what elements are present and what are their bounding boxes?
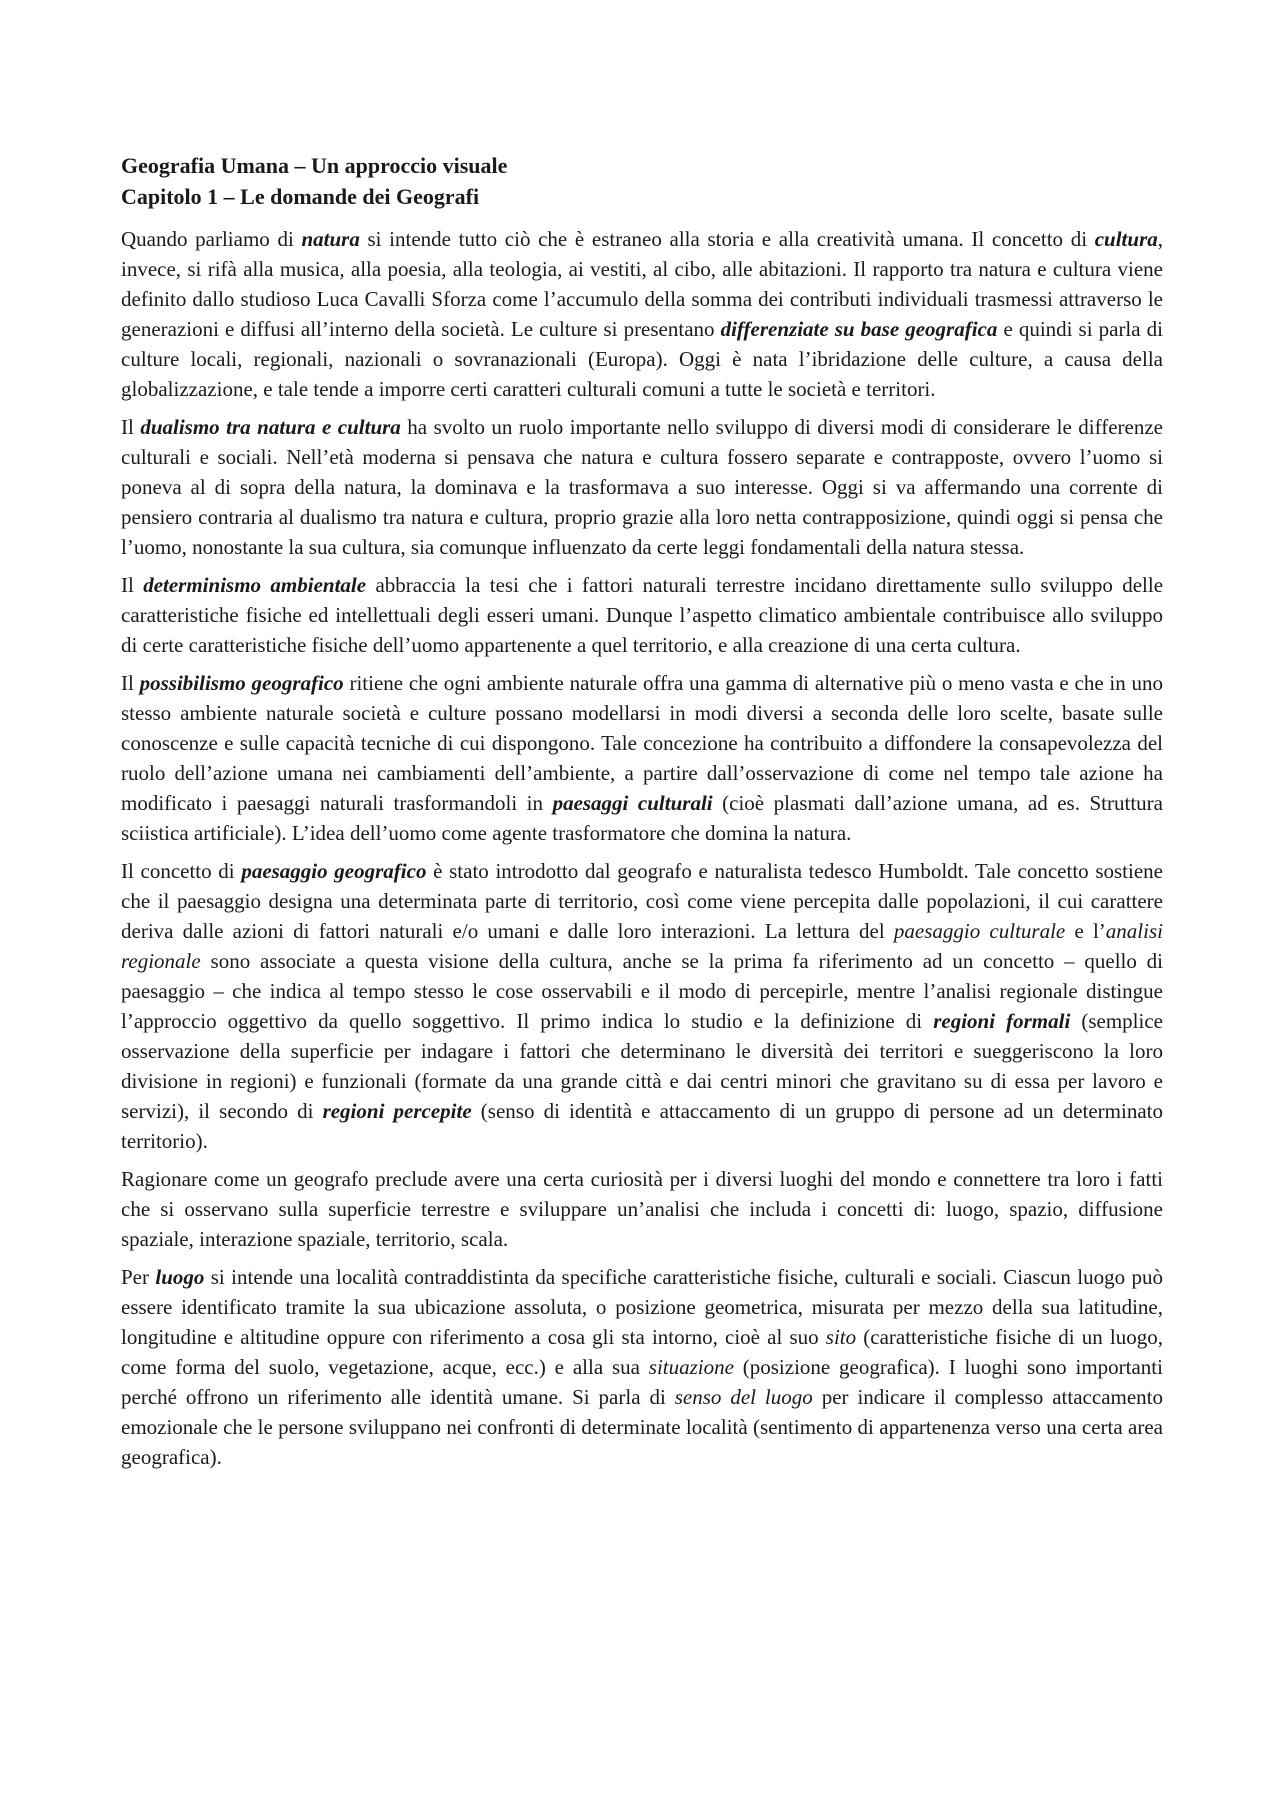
key-term: regioni formali: [933, 1009, 1071, 1033]
text-run: ritiene che ogni ambiente naturale offra una gamma di alternative più o meno vasta e che in uno stesso ambiente naturale società e culture possano modellarsi in modi diversi a seconda delle loro scelte, basate sulle conoscenze e sulle capacità tecniche di cui dispongono. Tale concezione ha contribuito a diffondere la consapevolezza del ruolo dell’azione umana nei cambiamenti dell’ambiente, a partire dall’osservazione di come nel tempo tale azione ha modificato i paesaggi naturali trasformandoli in: [121, 671, 1163, 815]
text-run: Il: [121, 415, 141, 439]
document-page: [121, 150, 1163, 1480]
key-term: natura: [301, 227, 360, 251]
text-run: (semplice osservazione della superficie per indagare i fattori che determinano le diversità dei territori e sueggeriscono la loro divisione in regioni) e funzionali (formate da una grande città e dai centri minori che gravitano su di essa per lavoro e servizi), il secondo di: [121, 1009, 1163, 1123]
text-run: Ragionare come un geografo preclude avere una certa curiosità per i diversi luoghi del mondo e connettere tra loro i fatti che si osservano sulla superficie terrestre e sviluppare un’analisi che includa i concetti di: luogo, spazio, diffusione spaziale, interazione spaziale, territorio, scala.: [121, 1167, 1163, 1251]
book-title: Geografia Umana – Un approccio visuale: [121, 153, 508, 178]
italic-term: situazione: [648, 1355, 734, 1379]
key-term: luogo: [155, 1265, 205, 1289]
key-term: paesaggi culturali: [552, 791, 713, 815]
key-term: dualismo tra natura e cultura: [140, 415, 401, 439]
text-run: per indicare il complesso attaccamento emozionale che le persone sviluppano nei confronti di determinate località (sentimento di appartenenza verso una certa area geografica).: [121, 1385, 1163, 1469]
text-run: (posizione geografica). I luoghi sono importanti perché offrono un riferimento alle identità umane. Si parla di: [121, 1355, 1163, 1409]
text-run: si intende una località contraddistinta da specifiche caratteristiche fisiche, culturali e sociali. Ciascun luogo può essere identificato tramite la sua ubicazione assoluta, o posizione geometrica, misurata per mezzo della sua latitudine, longitudine e altitudine oppure con riferimento a cosa gli sta intorno, cioè al suo: [121, 1265, 1163, 1349]
body-text: [121, 224, 1163, 1472]
paragraph: [121, 1164, 1163, 1254]
paragraph: [121, 668, 1163, 848]
text-run: sono associate a questa visione della cultura, anche se la prima fa riferimento ad un concetto – quello di paesaggio – che indica al tempo stesso le cose osservabili e il modo di percepirle, mentre l’analisi regionale distingue l’approccio oggettivo da quello soggettivo. Il primo indica lo studio e la definizione di: [121, 949, 1163, 1033]
italic-term: paesaggio culturale: [893, 919, 1066, 943]
key-term: possibilismo geografico: [139, 671, 344, 695]
text-run: , invece, si rifà alla musica, alla poesia, alla teologia, ai vestiti, al cibo, alle abitazioni. Il rapporto tra natura e cultura viene definito dallo studioso Luca Cavalli Sforza come l’accumulo della somma dei contributi individuali trasmessi attraverso le generazioni e diffusi all’interno della società. Le culture si presentano: [121, 227, 1163, 341]
text-run: Per: [121, 1265, 156, 1289]
paragraph: [121, 224, 1163, 404]
paragraph: [121, 856, 1163, 1156]
italic-term: sito: [825, 1325, 857, 1349]
paragraph: [121, 412, 1163, 562]
paragraph: [121, 570, 1163, 660]
text-run: Il concetto di: [121, 859, 242, 883]
text-run: abbraccia la tesi che i fattori naturali terrestre incidano direttamente sullo sviluppo delle caratteristiche fisiche ed intellettuali degli esseri umani. Dunque l’aspetto climatico ambientale contribuisce allo sviluppo di certe caratteristiche fisiche dell’uomo appartenente a quel territorio, e alla creazione di una certa cultura.: [121, 573, 1164, 657]
key-term: paesaggio geografico: [241, 859, 427, 883]
text-run: ha svolto un ruolo importante nello sviluppo di diversi modi di considerare le differenze culturali e sociali. Nell’età moderna si pensava che natura e cultura fossero separate e contrapposte, ovvero l’uomo si poneva al di sopra della natura, la dominava e la trasformava a suo interesse. Oggi si va affermando una corrente di pensiero contraria al dualismo tra natura e cultura, proprio grazie alla loro netta contrapposizione, quindi oggi si pensa che l’uomo, nonostante la sua cultura, sia comunque influenzato da certe leggi fondamentali della natura stessa.: [121, 415, 1163, 559]
text-run: e l’: [1065, 919, 1106, 943]
paragraph: [121, 1262, 1163, 1472]
text-run: (caratteristiche fisiche di un luogo, come forma del suolo, vegetazione, acque, ecc.) e alla sua: [121, 1325, 1163, 1379]
text-run: è stato introdotto dal geografo e naturalista tedesco Humboldt. Tale concetto sostiene che il paesaggio designa una determinata parte di territorio, così come viene percepita dalle popolazioni, il cui carattere deriva dalle azioni di fattori naturali e/o umani e dalle loro interazioni. La lettura del: [121, 859, 1163, 943]
text-run: Quando parliamo di: [121, 227, 302, 251]
key-term: differenziate su base geografica: [720, 317, 998, 341]
italic-term: senso del luogo: [674, 1385, 813, 1409]
text-run: (senso di identità e attaccamento di un gruppo di persone ad un determinato territorio).: [121, 1099, 1164, 1153]
key-term: regioni percepite: [322, 1099, 472, 1123]
chapter-title: Capitolo 1 – Le domande dei Geografi: [121, 184, 480, 209]
key-term: cultura: [1094, 227, 1158, 251]
text-run: Il: [121, 573, 144, 597]
italic-term: analisi regionale: [121, 919, 1163, 973]
key-term: determinismo ambientale: [143, 573, 367, 597]
text-run: (cioè plasmati dall’azione umana, ad es. Struttura sciistica artificiale). L’idea dell’uomo come agente trasformatore che domina la natura.: [121, 791, 1163, 845]
text-run: e quindi si parla di culture locali, regionali, nazionali o sovranazionali (Europa). Oggi è nata l’ibridazione delle culture, a causa della globalizzazione, e tale tende a imporre certi caratteri culturali comuni a tutte le società e territori.: [121, 317, 1163, 401]
text-run: Il: [121, 671, 140, 695]
text-run: si intende tutto ciò che è estraneo alla storia e alla creatività umana. Il concetto di: [359, 227, 1095, 251]
